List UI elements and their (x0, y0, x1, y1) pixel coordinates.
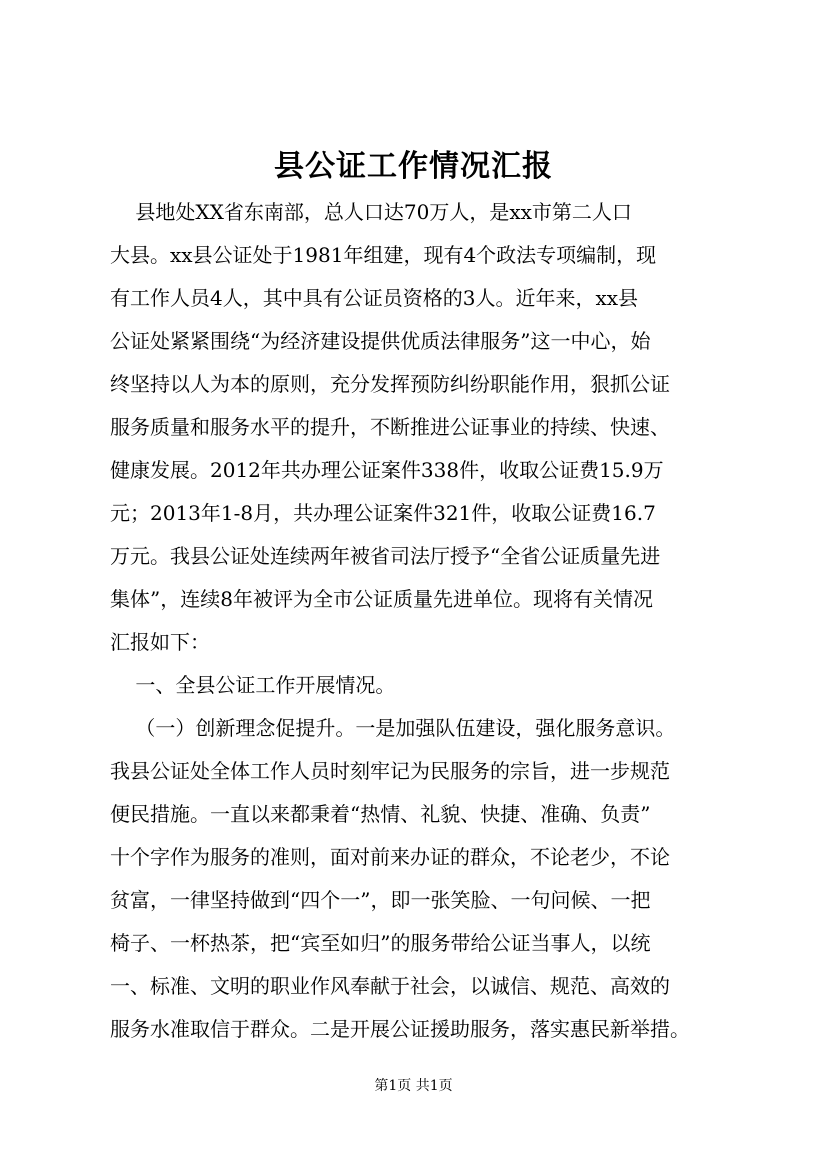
body-line: 元；2013年1-8月，共办理公证案件321件，收取公证费16.7 (110, 501, 656, 525)
body-line: 汇报如下： (110, 630, 210, 654)
body-line: 有工作人员4人，其中具有公证员资格的3人。近年来，xx县 (110, 286, 639, 310)
body-line: 终坚持以人为本的原则，充分发挥预防纠纷职能作用，狠抓公证 (110, 372, 670, 396)
page-footer: 第1页 共1页 (374, 1078, 453, 1094)
body-line: 椅子、一杯热茶，把“宾至如归”的服务带给公证当事人，以统 (110, 931, 651, 955)
body-line: （一）创新理念促提升。一是加强队伍建设，强化服务意识。 (110, 716, 676, 740)
document-body (110, 191, 740, 1051)
body-line: 服务质量和服务水平的提升，不断推进公证事业的持续、快速、 (110, 415, 670, 439)
body-line: 健康发展。2012年共办理公证案件338件，收取公证费15.9万 (110, 458, 664, 482)
body-line: 大县。xx县公证处于1981年组建，现有4个政法专项编制，现 (110, 243, 657, 267)
document-title: 县公证工作情况汇报 (274, 149, 553, 184)
body-line: 集体”，连续8年被评为全市公证质量先进单位。现将有关情况 (110, 587, 653, 611)
body-line: 贫富，一律坚持做到“四个一”，即一张笑脸、一句问候、一把 (110, 888, 651, 912)
section-heading: 一、全县公证工作开展情况。 (110, 673, 396, 697)
body-line: 一、标准、文明的职业作风奉献于社会，以诚信、规范、高效的 (110, 974, 670, 998)
body-line: 县地处XX省东南部，总人口达70万人，是xx市第二人口 (110, 200, 632, 224)
body-line: 公证处紧紧围绕“为经济建设提供优质法律服务”这一中心，始 (110, 329, 651, 353)
body-line: 万元。我县公证处连续两年被省司法厅授予“全省公证质量先进 (110, 544, 661, 568)
body-line: 我县公证处全体工作人员时刻牢记为民服务的宗旨，进一步规范 (110, 759, 670, 783)
body-line: 便民措施。一直以来都秉着“热情、礼貌、快捷、准确、负责” (110, 802, 651, 826)
body-line: 十个字作为服务的准则，面对前来办证的群众，不论老少，不论 (110, 845, 670, 869)
body-line: 服务水准取信于群众。二是开展公证援助服务，落实惠民新举措。 (110, 1017, 690, 1041)
